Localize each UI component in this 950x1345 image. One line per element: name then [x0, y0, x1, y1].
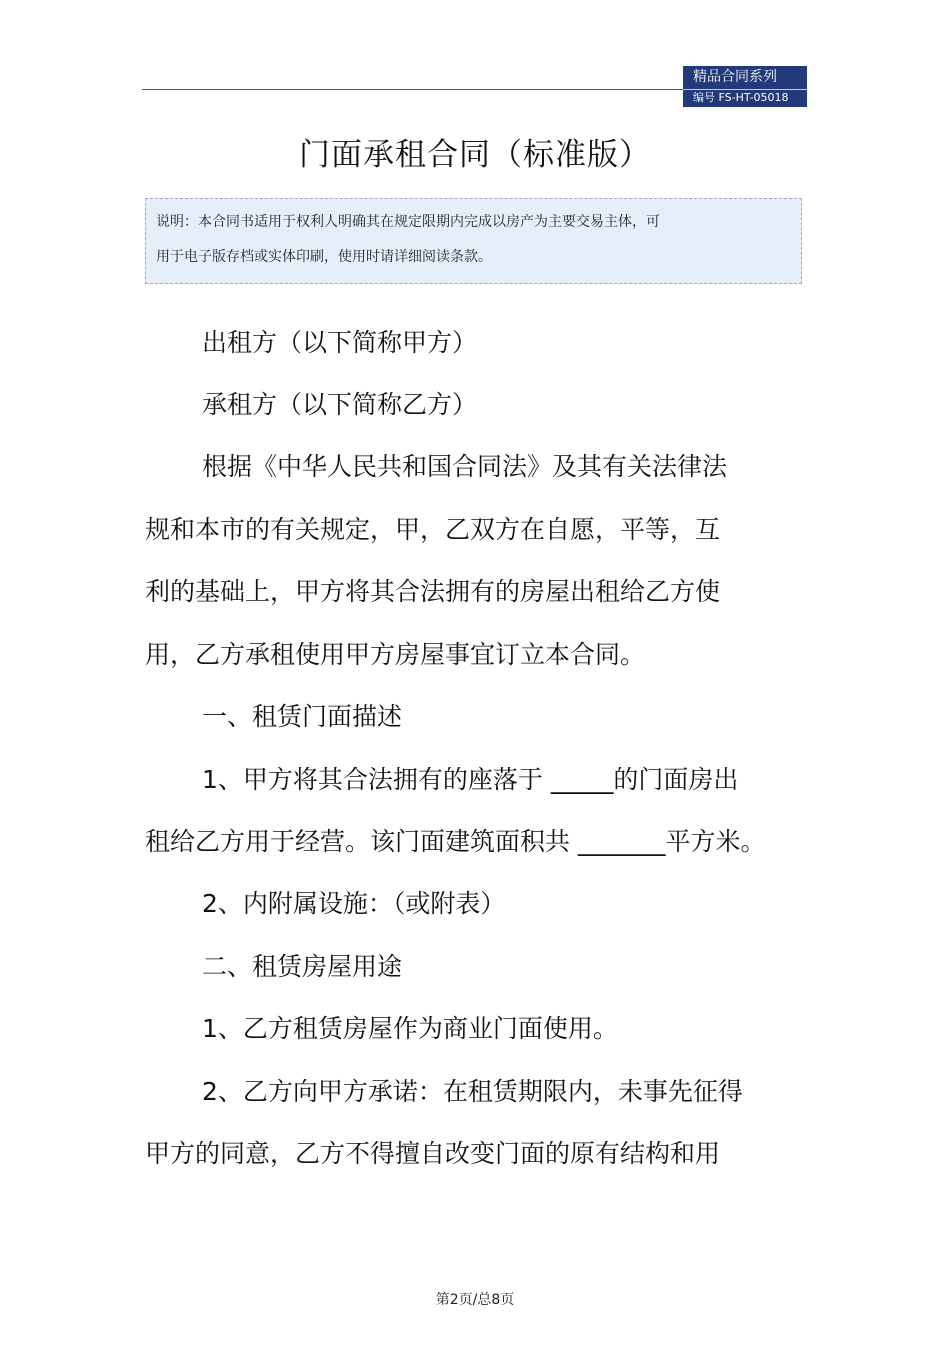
- body-paragraph-line: 利的基础上，甲方将其合法拥有的房屋出租给乙方使: [145, 577, 721, 606]
- lessee-line: 承租方（以下简称乙方）: [202, 390, 478, 419]
- series-label: 精品合同系列: [693, 69, 777, 85]
- section-heading: 一、租赁门面描述: [202, 702, 403, 731]
- body-paragraph-line: 规和本市的有关规定，甲，乙双方在自愿，平等，互: [145, 515, 721, 544]
- clause-line: 1、乙方租赁房屋作为商业门面使用。: [202, 1014, 618, 1043]
- lessor-line: 出租方（以下简称甲方）: [202, 328, 478, 357]
- body-paragraph-line: 用，乙方承租使用甲方房屋事宜订立本合同。: [145, 640, 646, 669]
- usage-note-line: 用于电子版存档或实体印刷，使用时请详细阅读条款。: [156, 249, 492, 265]
- page-indicator: 第2页/总8页: [435, 1292, 515, 1308]
- section-heading: 二、租赁房屋用途: [202, 952, 403, 981]
- header-rule: [142, 89, 683, 90]
- series-badge: [683, 66, 807, 107]
- clause-line: 2、乙方向甲方承诺：在租赁期限内，未事先征得: [202, 1077, 743, 1106]
- clause-line: 2、内附属设施：（或附表）: [202, 889, 506, 918]
- body-paragraph-line: 根据《中华人民共和国合同法》及其有关法律法: [202, 452, 728, 481]
- usage-note-line: 说明：本合同书适用于权利人明确其在规定限期内完成以房产为主要交易主体，可: [156, 214, 660, 230]
- usage-note-box: [145, 198, 802, 284]
- clause-line: 甲方的同意，乙方不得擅自改变门面的原有结构和用: [145, 1139, 721, 1168]
- badge-divider: [683, 89, 807, 90]
- document-code: 编号 FS-HT-05018: [693, 91, 789, 104]
- document-title: 门面承租合同（标准版）: [299, 137, 651, 173]
- clause-line: 1、甲方将其合法拥有的座落于 _____的门面房出: [202, 765, 739, 794]
- clause-line: 租给乙方用于经营。该门面建筑面积共 _______平方米。: [145, 827, 766, 856]
